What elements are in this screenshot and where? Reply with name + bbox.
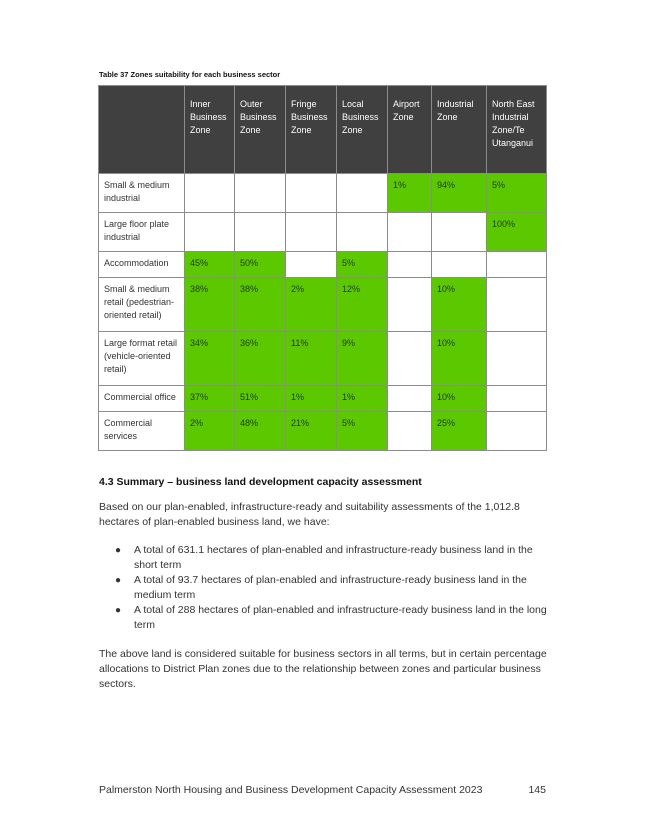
table-cell: [337, 213, 388, 252]
table-cell: 10%: [432, 332, 487, 386]
table-cell: 45%: [185, 252, 235, 278]
table-cell: [487, 412, 547, 451]
table-cell: 38%: [185, 278, 235, 332]
table-cell: 37%: [185, 386, 235, 412]
table-cell: 94%: [432, 174, 487, 213]
table-cell: 36%: [235, 332, 286, 386]
table-cell: [337, 174, 388, 213]
table-cell: 34%: [185, 332, 235, 386]
header-cell-blank: [99, 86, 185, 174]
table-cell: 1%: [337, 386, 388, 412]
table-row: [99, 174, 547, 213]
table-row: [99, 412, 547, 451]
table-cell: 1%: [388, 174, 432, 213]
table-cell: [432, 252, 487, 278]
table-header-row: [99, 86, 547, 174]
table-caption: Table 37 Zones suitability for each business sector: [99, 70, 281, 79]
table-cell: 48%: [235, 412, 286, 451]
header-inner-business-zone: Inner Business Zone: [185, 86, 235, 174]
bullet-icon: ●: [115, 545, 122, 556]
table-cell: 11%: [286, 332, 337, 386]
table-cell: [388, 412, 432, 451]
table-cell: [487, 278, 547, 332]
bullet-text: A total of 288 hectares of plan-enabled and infrastructure-ready business land in the long term: [134, 604, 547, 631]
table-cell: 2%: [185, 412, 235, 451]
summary-bullet-list: [99, 543, 549, 633]
table-cell: 5%: [337, 252, 388, 278]
sector-label: Accommodation: [99, 252, 185, 278]
table-row: [99, 386, 547, 412]
table-cell: [235, 174, 286, 213]
header-fringe-business-zone: Fringe Business Zone: [286, 86, 337, 174]
bullet-text: A total of 93.7 hectares of plan-enabled and infrastructure-ready business land in the medium term: [134, 574, 527, 601]
table-cell: [388, 332, 432, 386]
list-item: [99, 573, 549, 603]
table-cell: [286, 174, 337, 213]
table-cell: 38%: [235, 278, 286, 332]
table-cell: [487, 386, 547, 412]
table-cell: 12%: [337, 278, 388, 332]
table-row: [99, 213, 547, 252]
conclusion-paragraph: The above land is considered suitable for business sectors in all terms, but in certain percentage allocations to District Plan zones due to the relationship between zones and particular business sectors.: [99, 648, 547, 690]
table-cell: [235, 213, 286, 252]
page-footer: [99, 784, 546, 796]
table-cell: 25%: [432, 412, 487, 451]
table-cell: 10%: [432, 278, 487, 332]
table-cell: [388, 252, 432, 278]
table-cell: [286, 252, 337, 278]
page-number: 145: [528, 784, 546, 796]
table-cell: [388, 278, 432, 332]
table-cell: [487, 332, 547, 386]
list-item: [99, 543, 549, 573]
sector-label: Large floor plate industrial: [99, 213, 185, 252]
table-cell: 5%: [487, 174, 547, 213]
list-item: [99, 603, 549, 633]
intro-paragraph: Based on our plan-enabled, infrastructure-ready and suitability assessments of the 1,012.8 hectares of plan-enabled business land, we have:: [99, 501, 520, 528]
section-heading: 4.3 Summary – business land development capacity assessment: [99, 476, 422, 488]
bullet-icon: ●: [115, 575, 122, 586]
header-airport-zone: Airport Zone: [388, 86, 432, 174]
table-cell: [388, 213, 432, 252]
table-row: [99, 252, 547, 278]
table-cell: 50%: [235, 252, 286, 278]
sector-label: Commercial office: [99, 386, 185, 412]
table-cell: [432, 213, 487, 252]
footer-title: Palmerston North Housing and Business Development Capacity Assessment 2023: [99, 784, 483, 796]
table-cell: 5%: [337, 412, 388, 451]
table-cell: 9%: [337, 332, 388, 386]
table-cell: [487, 252, 547, 278]
sector-label: Small & medium industrial: [99, 174, 185, 213]
table-cell: 10%: [432, 386, 487, 412]
table-cell: [388, 386, 432, 412]
table-cell: [286, 213, 337, 252]
zones-suitability-table: [98, 85, 547, 451]
table-row: [99, 278, 547, 332]
header-north-east-industrial-zone: North East Industrial Zone/Te Utanganui: [487, 86, 547, 174]
table-cell: 1%: [286, 386, 337, 412]
sector-label: Commercial services: [99, 412, 185, 451]
table-cell: 21%: [286, 412, 337, 451]
table-cell: [185, 174, 235, 213]
table-cell: 2%: [286, 278, 337, 332]
header-outer-business-zone: Outer Business Zone: [235, 86, 286, 174]
table-row: [99, 332, 547, 386]
sector-label: Small & medium retail (pedestrian-oriented retail): [99, 278, 185, 332]
table-cell: [185, 213, 235, 252]
table-cell: 51%: [235, 386, 286, 412]
table-cell: 100%: [487, 213, 547, 252]
bullet-text: A total of 631.1 hectares of plan-enabled and infrastructure-ready business land in the short term: [134, 544, 533, 571]
sector-label: Large format retail (vehicle-oriented retail): [99, 332, 185, 386]
bullet-icon: ●: [115, 605, 122, 616]
header-local-business-zone: Local Business Zone: [337, 86, 388, 174]
header-industrial-zone: Industrial Zone: [432, 86, 487, 174]
